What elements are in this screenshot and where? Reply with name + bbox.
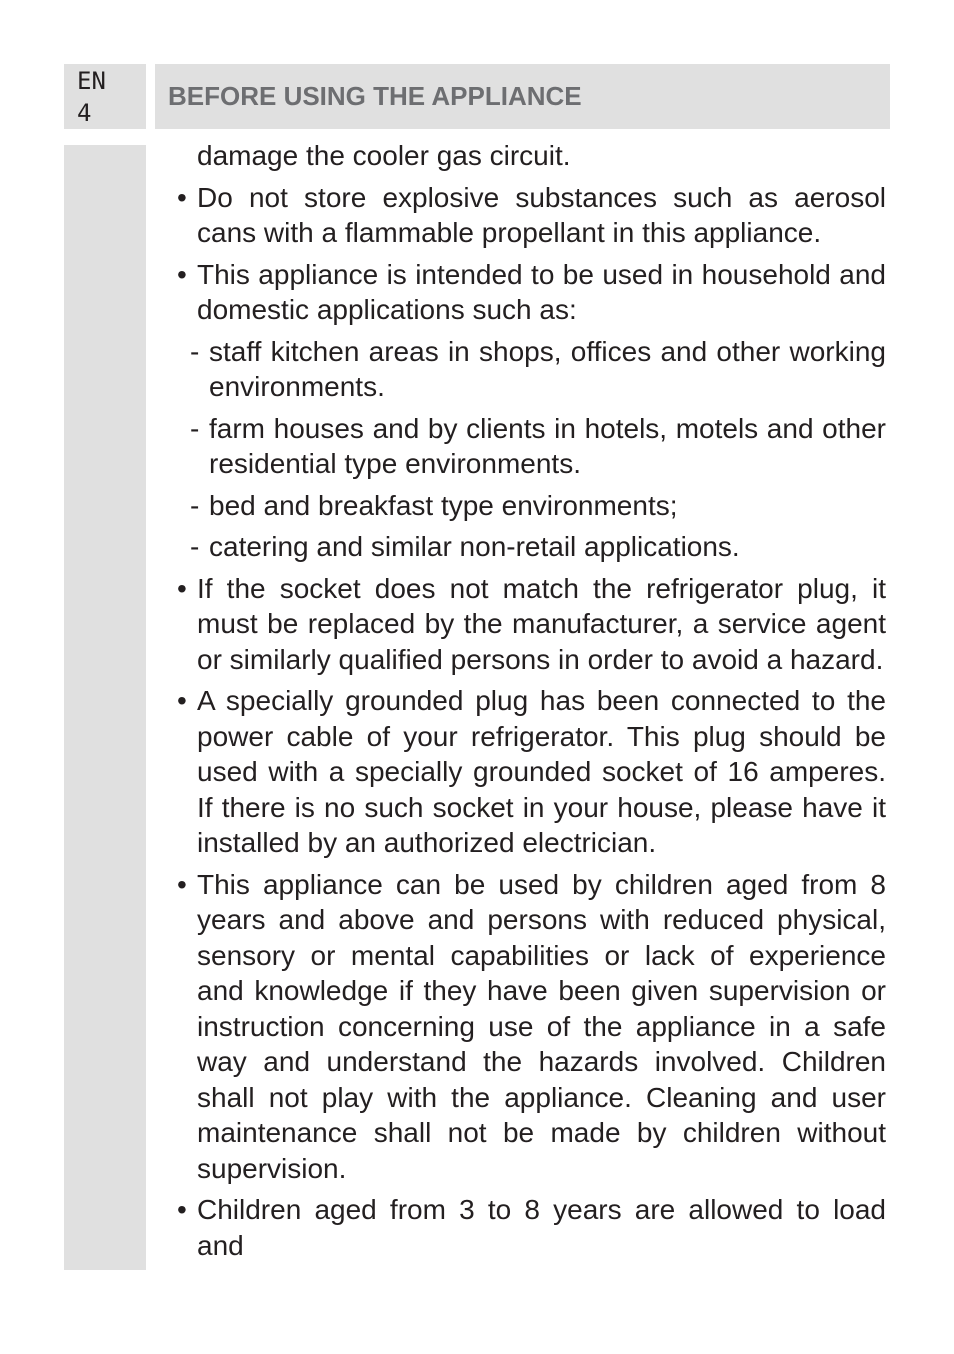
continued-paragraph: damage the cooler gas circuit. xyxy=(197,140,571,171)
dash-item-bed-breakfast xyxy=(174,488,886,524)
page-number: 4 xyxy=(77,99,92,127)
section-header-bar xyxy=(155,64,890,129)
bullet-text: Children aged from 3 to 8 years are allowed to load and xyxy=(197,1194,886,1261)
dash-text: staff kitchen areas in shops, offices and other working environments. xyxy=(209,335,886,402)
bullet-marker: • xyxy=(177,1194,187,1225)
bullet-marker: • xyxy=(177,181,187,213)
bullet-text: A specially grounded plug has been connected to the power cable of your refrigerator. This plug should be used with a specially grounded socket of 16 amperes. If there is no such socket in your house, please have it installed by an authorized electrician. xyxy=(197,685,886,858)
bullet-marker: • xyxy=(177,258,187,290)
dash-marker: - xyxy=(190,531,200,562)
dash-marker: - xyxy=(190,489,200,521)
bullet-marker: • xyxy=(177,685,187,716)
bullet-text: This appliance can be used by children aged from 8 years and above and persons with reduced physical, sensory or mental capabilities or lack of experience and knowledge if they have been given supervision or instruction concerning use of the appliance in a safe way and understand the hazards involved. Children shall not play with the appliance. Cleaning and user maintenance shall not be made by children without supervision. xyxy=(197,868,886,1184)
dash-item-catering xyxy=(174,529,886,565)
dash-item-farm-houses xyxy=(174,411,886,482)
bullet-item-intended-use xyxy=(174,257,886,328)
bullet-item-socket-mismatch xyxy=(174,571,886,678)
dash-item-staff-kitchen xyxy=(174,334,886,405)
language-code: EN xyxy=(77,67,106,95)
bullet-marker: • xyxy=(177,572,187,604)
dash-text: catering and similar non-retail applications. xyxy=(209,531,740,562)
bullet-marker: • xyxy=(177,868,187,900)
bullet-text: This appliance is intended to be used in household and domestic applications such as: xyxy=(197,258,886,325)
dash-text: farm houses and by clients in hotels, motels and other residential type environments. xyxy=(209,412,886,479)
bullet-item-grounded-plug xyxy=(174,683,886,861)
bullet-item-explosives xyxy=(174,180,886,251)
dash-marker: - xyxy=(190,412,200,444)
side-margin-strip xyxy=(64,145,146,1270)
section-title: BEFORE USING THE APPLIANCE xyxy=(168,81,582,111)
dash-text: bed and breakfast type environments; xyxy=(209,489,678,521)
bullet-item-children-loading xyxy=(174,1192,886,1263)
document-body xyxy=(174,138,886,1269)
bullet-item-children-supervision xyxy=(174,867,886,1187)
dash-marker: - xyxy=(190,335,200,367)
bullet-text: If the socket does not match the refrigerator plug, it must be replaced by the manufacturer, a service agent or similarly qualified persons in order to avoid a hazard. xyxy=(197,572,886,675)
language-page-box xyxy=(64,64,146,129)
bullet-text: Do not store explosive substances such as aerosol cans with a flammable propellant in this appliance. xyxy=(197,181,886,248)
